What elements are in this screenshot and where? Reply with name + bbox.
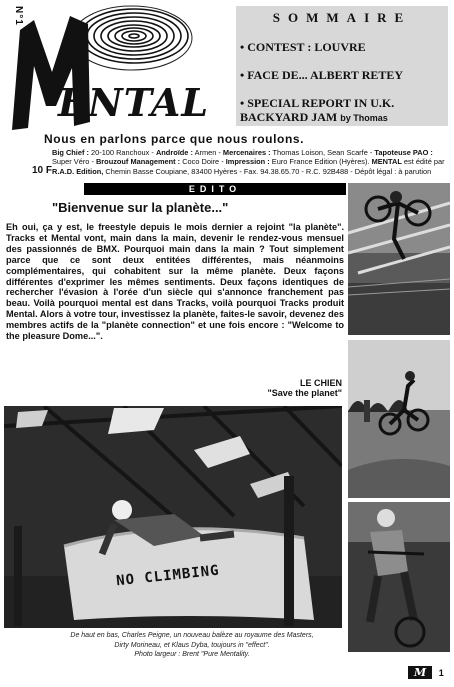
edito-body: Eh oui, ça y est, le freestyle depuis le mois dernier a rejoint "la planète". Tracks et Mental vont, main dans la main, devenir le rendez-vous mensuel des passionnés de BMX. Pourquoi main dans la main ? Tout simplement parce que ce sont deux entitées différentes, mais néanmoins complémentaires, qui cohabitent sur la même planète. Deux façons différentes d'exprimer les mêmes sentiments. Deux façons identiques de rechercher l'évasion à l'orée d'un siècle qui s'annonce franchement pas beau. Voilà pourquoi mental est dans Tracks, voilà pourquoi Tracks produit Mental. Alors à votre tour, investissez la planète, faites-le savoir, devenez des membres actifs de la "planète connection" et une fois encore : "Welcome to the pleasure Dome...". [6, 222, 344, 342]
sommaire-item-text: SPECIAL REPORT IN U.K. BACKYARD JAM [240, 96, 395, 124]
photo-top-right [348, 183, 450, 335]
page-number: 1 [438, 668, 444, 678]
caption-line: De haut en bas, Charles Peigne, un nouveau balèze au royaume des Masters, [70, 632, 314, 639]
sommaire-item: • CONTEST : LOUVRE [240, 40, 366, 54]
credit-value: 20-100 Ranchoux - [91, 148, 154, 157]
sommaire-item: • FACE DE... ALBERT RETEY [240, 68, 404, 82]
no-climbing-sign: NO CLIMBING [115, 562, 221, 590]
credit-label: Big Chief : [52, 148, 89, 157]
credit-value: Chemin Basse Coupiane, 83400 Hyères - Fax. 94.38.65.70 - R.C. 92B488 - Dépôt légal : à parution [105, 166, 432, 176]
photo-caption [40, 631, 344, 660]
credit-label: Androïde : [155, 148, 193, 157]
photo-main [4, 406, 342, 628]
signature-name: LE CHIEN [299, 378, 342, 388]
edito-headline: "Bienvenue sur la planète..." [52, 200, 229, 215]
sommaire-item: • SPECIAL REPORT IN U.K. BACKYARD JAM by Thomas [240, 96, 395, 124]
credit-label: MENTAL [371, 157, 402, 167]
sommaire-box [236, 6, 448, 126]
photo-middle-right [348, 340, 450, 498]
signature-quote: "Save the planet" [267, 388, 342, 398]
caption-line: Dirty Morineau, et Klaus Dyba, toujours in "effect". [114, 641, 270, 649]
credit-value: Coco Doire - [182, 157, 224, 167]
tagline: Nous en parlons parce que nous roulons. [44, 132, 305, 146]
sommaire-item-text: FACE DE... ALBERT RETEY [247, 68, 404, 82]
logo-wordmark: ENTAL [58, 80, 210, 125]
sommaire-item-text: CONTEST : LOUVRE [247, 40, 366, 54]
credit-value: Euro France Edition (Hyères). [271, 157, 370, 167]
photo-bottom-right [348, 502, 450, 652]
edito-signature [200, 378, 342, 398]
page-footer [408, 666, 444, 679]
price: 10 F [32, 165, 53, 176]
credit-value: est édité par [403, 157, 445, 167]
credit-label: Tapoteuse PAO : [374, 148, 433, 157]
credit-value: Armen - [194, 148, 221, 157]
credit-label: Brouzouf Management : [95, 157, 181, 167]
fingerprint-icon [72, 6, 192, 70]
credit-value: Super Véro - [52, 157, 94, 167]
footer-logo: M [408, 666, 432, 679]
credit-value: Thomas Loison, Sean Scarfe - [272, 148, 373, 157]
credit-label: Impression : [225, 157, 270, 167]
edito-bar: EDITO [84, 183, 346, 195]
sommaire-title: SOMMAIRE [272, 10, 412, 25]
issue-number: N°1 [13, 6, 24, 26]
sommaire-byline: by Thomas [340, 113, 388, 123]
credit-label: Mercenaires : [222, 148, 271, 157]
credits [52, 148, 450, 176]
caption-line: Photo largeur : Brent "Pure Mentality. [134, 651, 250, 659]
credit-label: R.A.D. Edition, [52, 166, 104, 176]
